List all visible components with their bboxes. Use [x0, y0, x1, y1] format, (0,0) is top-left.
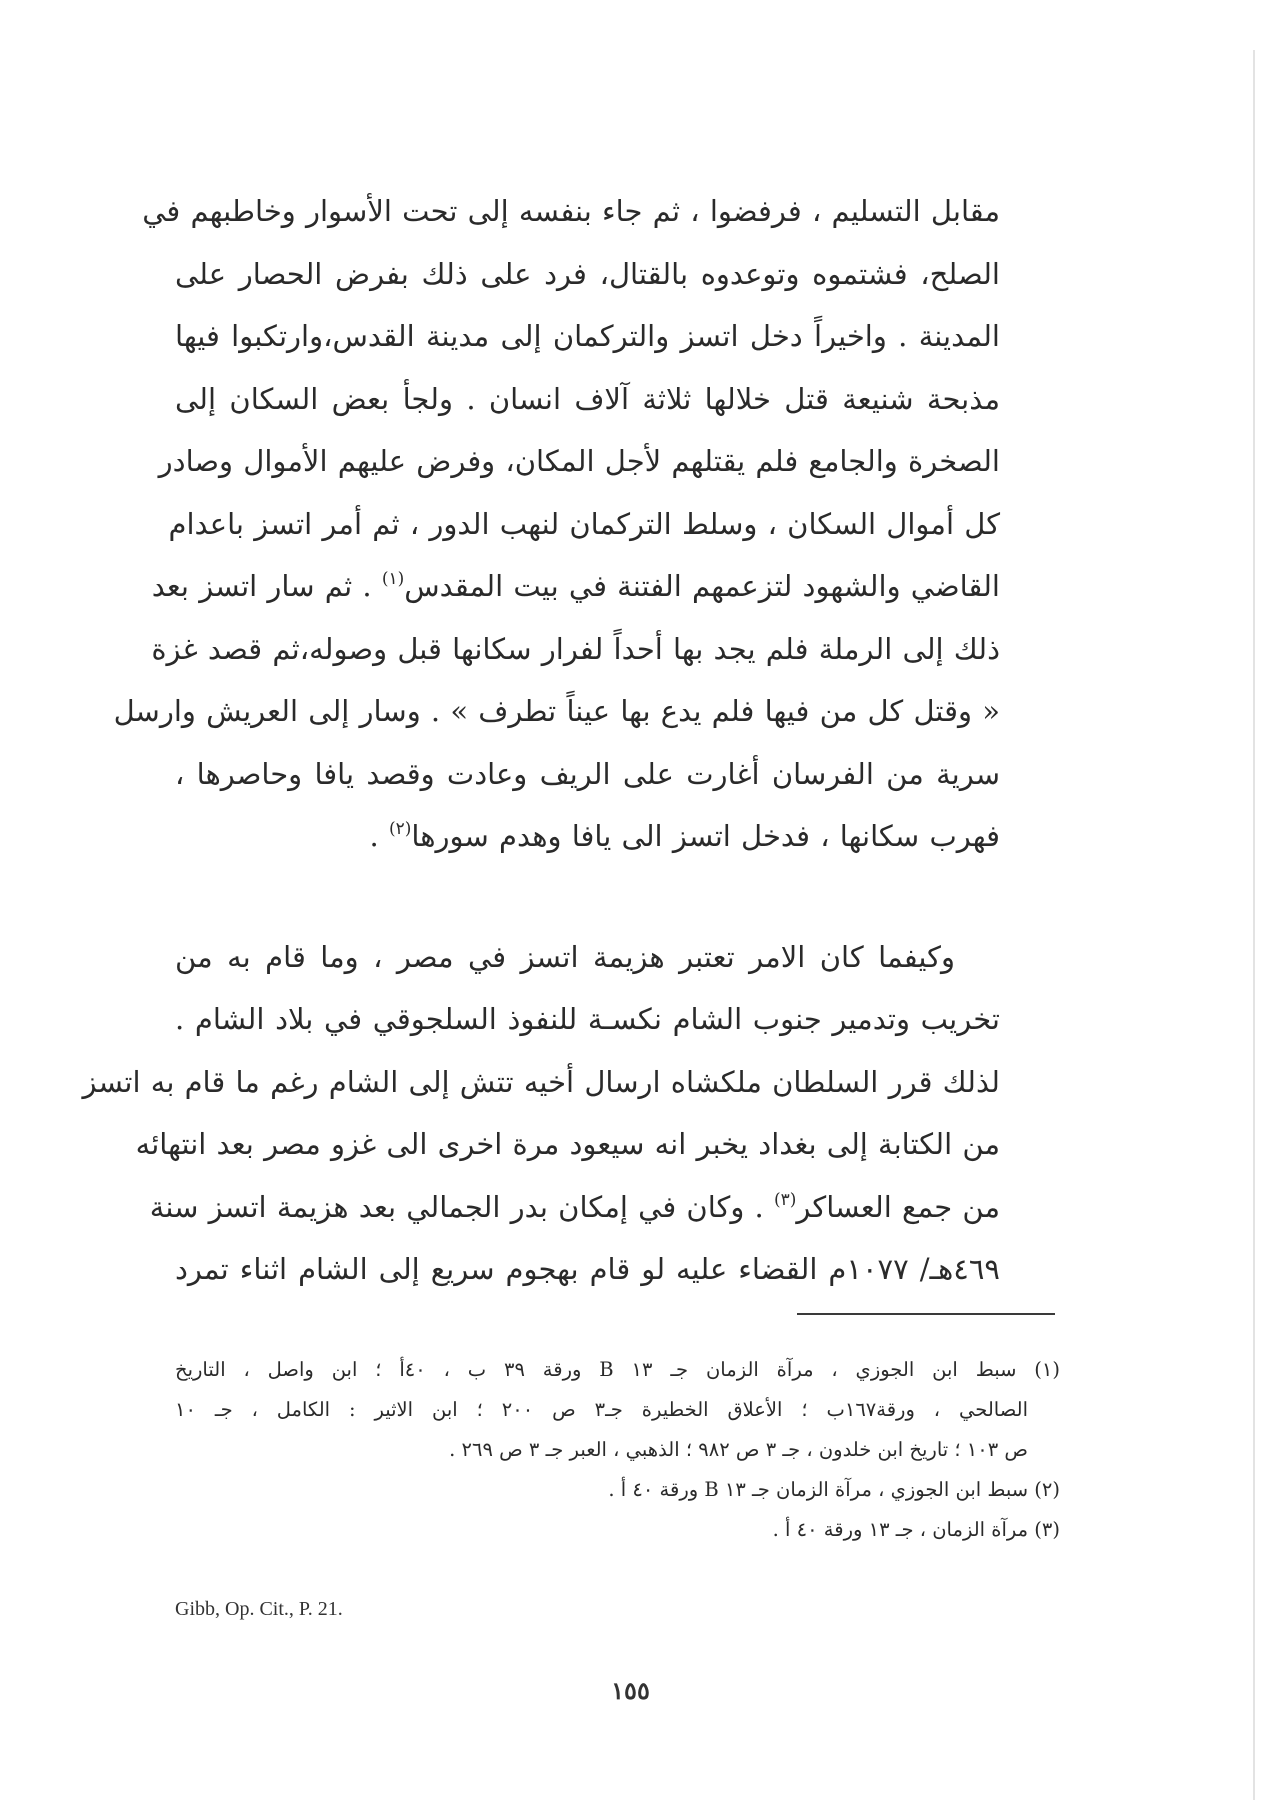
text-line: وكيفما كان الامر تعتبر هزيمة اتسز في مصر ، وما قام به من — [175, 939, 955, 974]
footnote-separator — [797, 1313, 1055, 1315]
footnote-ref-2[interactable]: (٢) — [388, 819, 412, 839]
footnote-3 — [175, 1510, 1060, 1550]
text-line: سرية من الفرسان أغارت على الريف وعادت وقصد يافا وحاصرها ، — [175, 756, 1000, 791]
text-fragment: القاضي والشهود لتزعمهم الفتنة في بيت المقدس — [404, 569, 1000, 603]
paragraph — [82, 926, 1000, 1301]
footnote-ref-1[interactable]: (١) — [381, 569, 405, 589]
footnote-line: الصالحي ، ورقة١٦٧ب ؛ الأعلاق الخطيرة جـ٣ ص ٢٠٠ ؛ ابن الاثير : الكامل ، جـ ١٠ — [175, 1398, 1029, 1421]
text-fragment: من جمع العساكر — [796, 1189, 1000, 1224]
footnote-line: (٢) سبط ابن الجوزي ، مرآة الزمان جـ ١٣ B ورقة ٤٠ أ . — [608, 1478, 1060, 1501]
text-line — [151, 555, 1000, 618]
text-line: تخريب وتدمير جنوب الشام نكسـة للنفوذ السلجوقي في بلاد الشام . — [175, 1002, 1000, 1036]
text-line: الصلح، فشتموه وتوعدوه بالقتال، فرد على ذلك بفرض الحصار على — [175, 256, 1000, 291]
text-line: « وقتل كل من فيها فلم يدع بها عيناً تطرف » . وسار إلى العريش وارسل — [113, 694, 1000, 728]
text-line: كل أموال السكان ، وسلط التركمان لنهب الدور ، ثم أمر اتسز باعدام — [168, 506, 1000, 541]
text-fragment: . — [369, 819, 389, 853]
footnote-2 — [175, 1470, 1060, 1510]
text-line: مقابل التسليم ، فرفضوا ، ثم جاء بنفسه إلى تحت الأسوار وخاطبهم في — [142, 194, 1000, 228]
latin-footnote: Gibb, Op. Cit., P. 21. — [175, 1598, 343, 1620]
text-line: ذلك إلى الرملة فلم يجد بها أحداً لفرار سكانها قبل وصوله،ثم قصد غزة — [151, 631, 1000, 666]
footnotes — [175, 1350, 1060, 1550]
footnote-line: (٣) مرآة الزمان ، جـ ١٣ ورقة ٤٠ أ . — [772, 1518, 1060, 1541]
footnote-line: (١) سبط ابن الجوزي ، مرآة الزمان جـ ١٣ B ورقة ٣٩ ب ، ٤٠أ ؛ ابن واصل ، التاريخ — [175, 1358, 1060, 1381]
text-fragment: . ثم سار اتسز بعد — [151, 569, 382, 603]
paragraph — [113, 180, 1000, 868]
text-line — [149, 1176, 1000, 1239]
page-edge-line — [1253, 50, 1255, 1800]
footnote-line: ص ١٠٣ ؛ تاريخ ابن خلدون ، جـ ٣ ص ٩٨٢ ؛ الذهبي ، العبر جـ ٣ ص ٢٦٩ . — [449, 1438, 1028, 1461]
text-line — [175, 805, 1000, 868]
text-line: مذبحة شنيعة قتل خلالها ثلاثة آلاف انسان . ولجأ بعض السكان إلى — [175, 381, 1000, 416]
text-line: لذلك قرر السلطان ملكشاه ارسال أخيه تتش إلى الشام رغم ما قام به اتسز — [82, 1064, 1000, 1099]
page-number: ١٥٥ — [611, 1676, 650, 1705]
footnote-ref-3[interactable]: (٣) — [774, 1189, 797, 1210]
text-fragment: . وكان في إمكان بدر الجمالي بعد هزيمة اتسز سنة — [149, 1189, 774, 1224]
text-line: ٤٦٩هـ/ ١٠٧٧م القضاء عليه لو قام بهجوم سريع إلى الشام اثناء تمرد — [175, 1252, 1000, 1286]
text-line: من الكتابة إلى بغداد يخبر انه سيعود مرة اخرى الى غزو مصر بعد انتهائه — [135, 1127, 1000, 1161]
text-line: المدينة . واخيراً دخل اتسز والتركمان إلى مدينة القدس،وارتكبوا فيها — [175, 319, 1000, 353]
footnote-1 — [175, 1350, 1060, 1470]
text-line: الصخرة والجامع فلم يقتلهم لأجل المكان، وفرض عليهم الأموال وصادر — [158, 444, 1000, 478]
text-fragment: فهرب سكانها ، فدخل اتسز الى يافا وهدم سورها — [411, 819, 1000, 853]
page-body — [82, 180, 1000, 1301]
